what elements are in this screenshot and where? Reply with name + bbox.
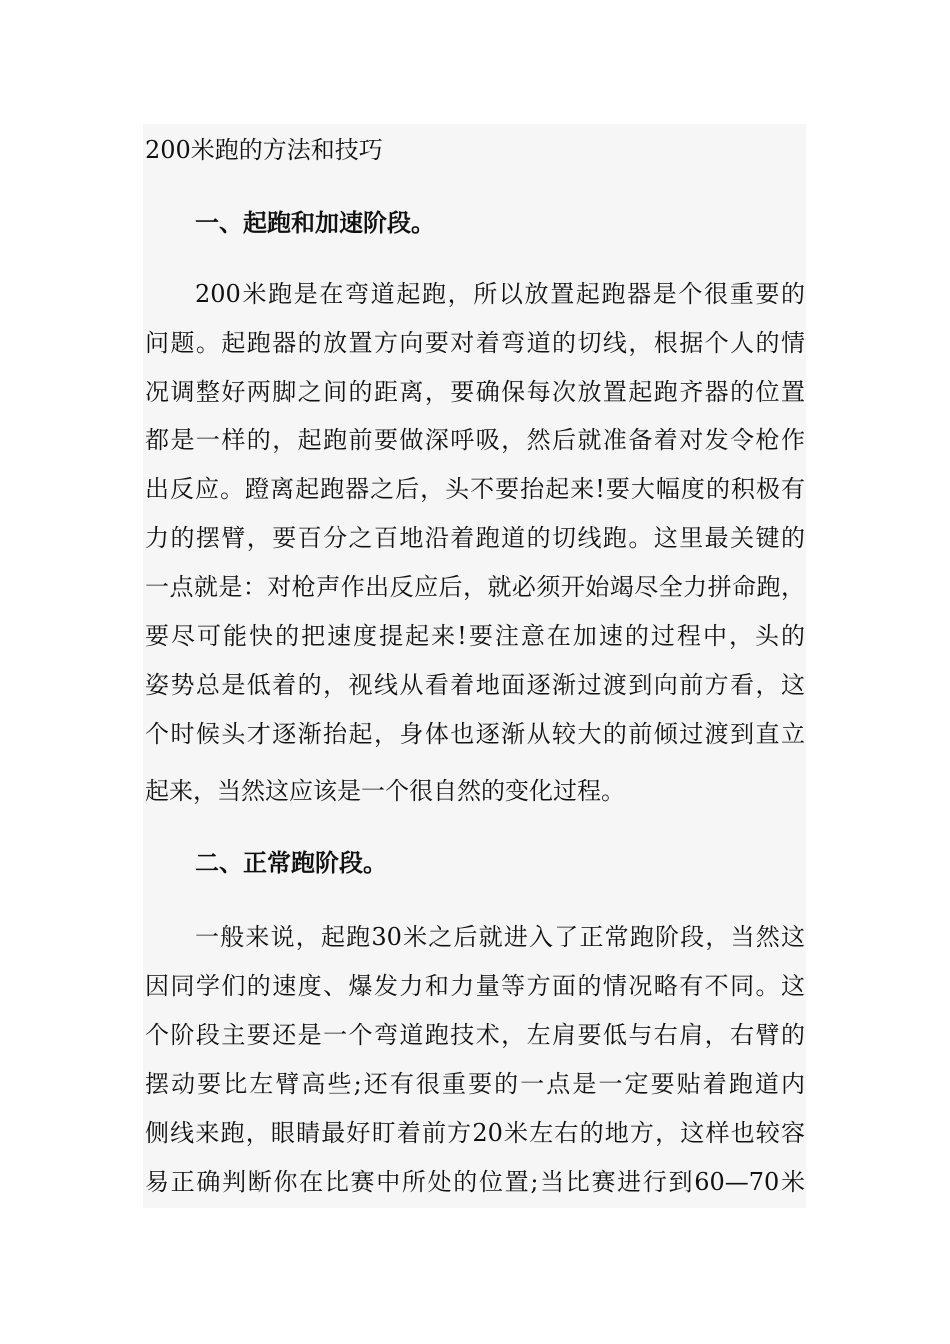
paragraph-line: 侧线来跑，眼睛最好盯着前方20米左右的地方，这样也较容 — [145, 1119, 805, 1147]
paragraph-line: 摆动要比左臂高些;还有很重要的一点是一定要贴着跑道内 — [145, 1070, 805, 1098]
paragraph-line: 个时候头才逐渐抬起，身体也逐渐从较大的前倾过渡到直立 — [145, 720, 805, 748]
paragraph-line: 都是一样的，起跑前要做深呼吸，然后就准备着对发令枪作 — [145, 426, 805, 454]
paragraph-line: 力的摆臂，要百分之百地沿着跑道的切线跑。这里最关键的 — [145, 524, 805, 552]
paragraph-line: 一般来说，起跑30米之后就进入了正常跑阶段，当然这 — [195, 923, 805, 951]
paragraph-line: 要尽可能快的把速度提起来!要注意在加速的过程中，头的 — [145, 622, 805, 650]
section-heading-normal-running: 二、正常跑阶段。 — [195, 848, 387, 877]
paragraph-line: 况调整好两脚之间的距离，要确保每次放置起跑齐器的位置 — [145, 378, 805, 406]
paragraph-line: 问题。起跑器的放置方向要对着弯道的切线，根据个人的情 — [145, 329, 805, 357]
section-heading-start-acceleration: 一、起跑和加速阶段。 — [195, 208, 435, 237]
paragraph-line: 起来，当然这应该是一个很自然的变化过程。 — [145, 777, 625, 805]
paragraph-line: 个阶段主要还是一个弯道跑技术，左肩要低与右肩，右臂的 — [145, 1021, 805, 1049]
document-title: 200米跑的方法和技巧 — [145, 136, 383, 164]
paragraph-line: 一点就是：对枪声作出反应后，就必须开始竭尽全力拼命跑， — [145, 573, 805, 601]
paragraph-line: 出反应。蹬离起跑器之后，头不要抬起来!要大幅度的积极有 — [145, 475, 805, 503]
paragraph-line: 姿势总是低着的，视线从看着地面逐渐过渡到向前方看，这 — [145, 671, 805, 699]
paragraph-line: 200米跑是在弯道起跑，所以放置起跑器是个很重要的 — [195, 280, 805, 308]
paragraph-line: 易正确判断你在比赛中所处的位置;当比赛进行到60—70米 — [145, 1168, 805, 1196]
document-body — [143, 124, 806, 1208]
paragraph-line: 因同学们的速度、爆发力和力量等方面的情况略有不同。这 — [145, 972, 805, 1000]
